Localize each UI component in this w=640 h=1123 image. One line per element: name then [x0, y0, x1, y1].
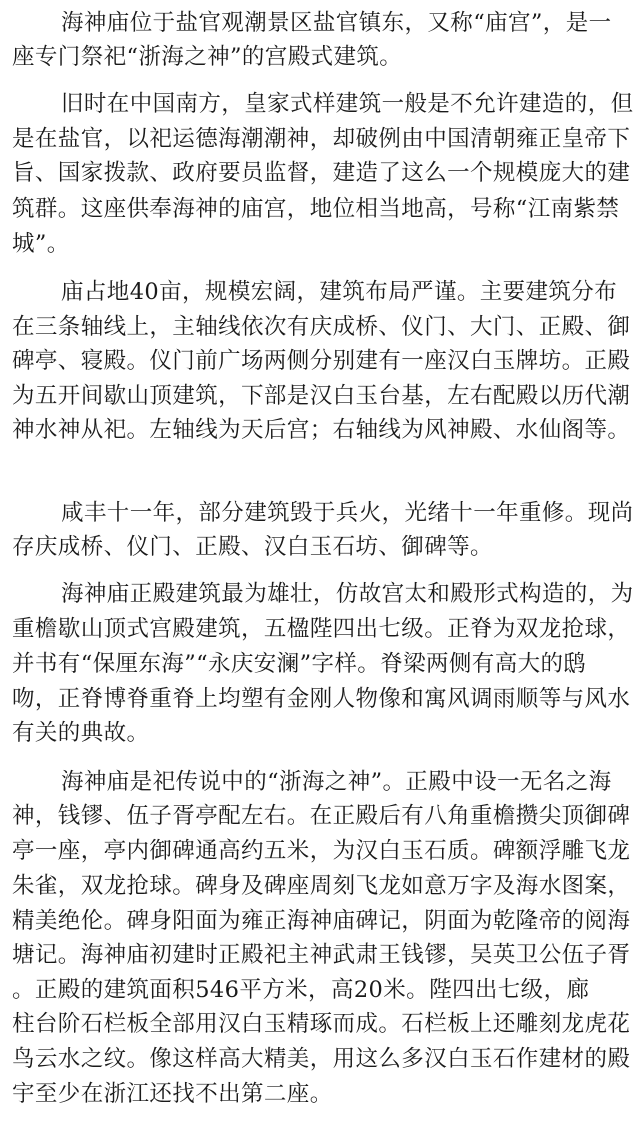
paragraph-6-line-9: 鸟云水之纹。像这样高大精美，用这么多汉白玉石作建材的殿	[12, 1046, 631, 1072]
paragraph-6-line-5: 精美绝伦。碑身阳面为雍正海神庙碑记，阴面为乾隆帝的阅海	[12, 908, 631, 934]
paragraph-5-line-3: 并书有“保厘东海”“永庆安澜”字样。脊梁两侧有高大的鸱	[12, 651, 587, 677]
paragraph-3-line-2: 在三条轴线上，主轴线依次有庆成桥、仪门、大门、正殿、御	[12, 314, 631, 340]
paragraph-5-line-2: 重檐歇山顶式宫殿建筑，五楹陛四出七级。正脊为双龙抢球，	[12, 616, 631, 642]
paragraph-6-line-8: 柱台阶石栏板全部用汉白玉精琢而成。石栏板上还雕刻龙虎花	[12, 1011, 631, 1037]
paragraph-2-line-1: 旧时在中国南方，皇家式样建筑一般是不允许建造的，但	[61, 91, 634, 117]
paragraph-6-line-2: 神，钱镠、伍子胥亭配左右。在正殿后有八角重檐攒尖顶御碑	[12, 803, 631, 829]
paragraph-2-line-4: 筑群。这座供奉海神的庙宫，地位相当地高，号称“江南紫禁	[12, 196, 620, 222]
paragraph-6-line-1: 海神庙是祀传说中的“浙海之神”。正殿中设一无名之海	[61, 769, 612, 795]
paragraph-4-line-2: 存庆成桥、仪门、正殿、汉白玉石坊、御碑等。	[12, 534, 493, 560]
paragraph-3-line-4: 为五开间歇山顶建筑，下部是汉白玉台基，左右配殿以历代潮	[12, 383, 631, 409]
paragraph-5-line-4: 吻，正脊博脊重脊上均塑有金刚人物像和寓风调雨顺等与风水	[12, 686, 631, 712]
paragraph-1-line-2: 座专门祭祀“浙海之神”的宫殿式建筑。	[12, 44, 403, 70]
paragraph-5-line-5: 有关的典故。	[12, 720, 150, 746]
paragraph-3-line-3: 碑亭、寝殿。仪门前广场两侧分别建有一座汉白玉牌坊。正殿	[12, 348, 631, 374]
paragraph-3-line-5: 神水神从祀。左轴线为天后宫；右轴线为风神殿、水仙阁等。	[12, 417, 631, 443]
paragraph-6-line-4: 朱雀，双龙抢球。碑身及碑座周刻飞龙如意万字及海水图案，	[12, 873, 631, 899]
paragraph-6-line-6: 塘记。海神庙初建时正殿祀主神武肃王钱镠，吴英卫公伍子胥	[12, 942, 631, 968]
paragraph-6-line-3: 亭一座，亭内御碑通高约五米，为汉白玉石质。碑额浮雕飞龙	[12, 838, 631, 864]
paragraph-6-line-7: 。正殿的建筑面积546平方米，高20米。陛四出七级，廊	[12, 977, 590, 1003]
paragraph-1-line-1: 海神庙位于盐官观潮景区盐官镇东，又称“庙宫”，是一	[61, 10, 612, 36]
paragraph-6-line-10: 宇至少在浙江还找不出第二座。	[12, 1081, 333, 1107]
paragraph-2-line-3: 旨、国家拨款、政府要员监督，建造了这么一个规模庞大的建	[12, 160, 631, 186]
paragraph-3-line-1: 庙占地40亩，规模宏阔，建筑布局严谨。主要建筑分布	[61, 279, 618, 305]
paragraph-4-line-1: 咸丰十一年，部分建筑毁于兵火，光绪十一年重修。现尚	[61, 500, 634, 526]
paragraph-2-line-2: 是在盐官，以祀运德海潮潮神，却破例由中国清朝雍正皇帝下	[12, 126, 631, 152]
paragraph-5-line-1: 海神庙正殿建筑最为雄壮，仿故宫太和殿形式构造的，为	[61, 581, 634, 607]
paragraph-2-line-5: 城”。	[12, 231, 70, 257]
